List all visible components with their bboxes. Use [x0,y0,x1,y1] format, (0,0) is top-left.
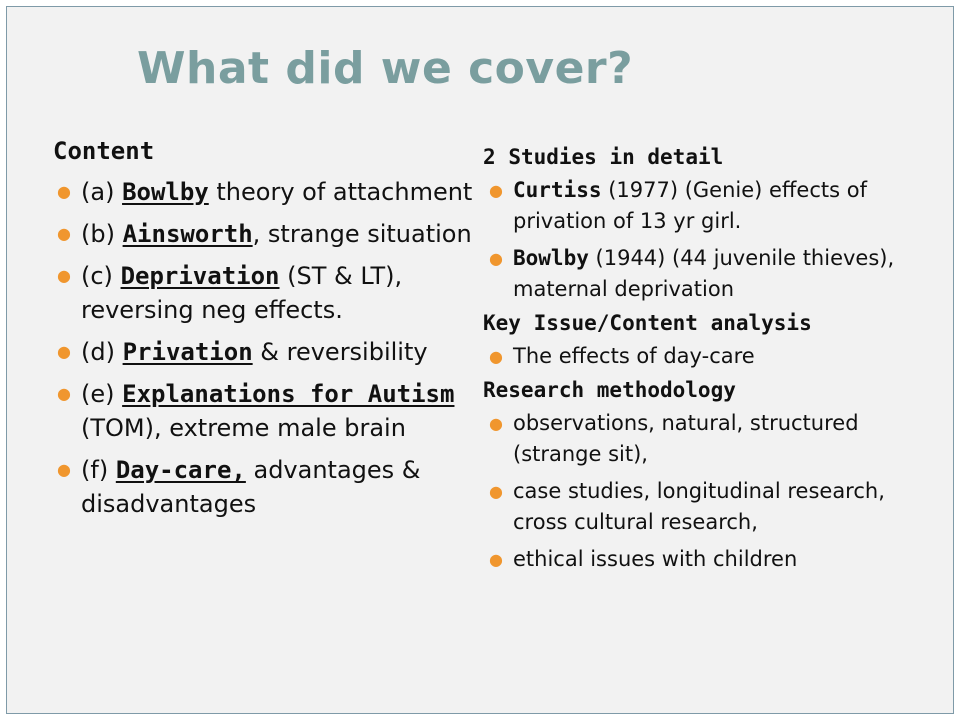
methodology-text: case studies, longitudinal research, cross cultural research, [513,479,885,534]
list-item [53,335,473,369]
list-item [53,217,473,251]
bullet-icon: ● [57,182,71,201]
studies-heading-text: Studies in detail [508,145,724,169]
list-item [53,377,473,445]
item-prefix: (e) [81,380,123,408]
methodology-list [483,408,923,575]
item-prefix: (b) [81,220,123,248]
key-issue-list [483,341,923,372]
item-rest: & reversibility [252,338,428,366]
item-rest: (TOM), extreme male brain [81,414,406,442]
studies-list [483,175,923,305]
study-key: Bowlby [513,246,589,270]
item-key: Day-care, [115,456,246,484]
list-item [483,175,923,237]
bullet-icon: ● [489,482,503,501]
bullet-icon: ● [57,266,71,285]
list-item [483,408,923,470]
item-key: Explanations for Autism [122,380,455,408]
list-item [53,259,473,327]
item-key: Ainsworth [122,220,253,248]
study-key: Curtiss [513,178,602,202]
bullet-icon: ● [489,249,503,268]
item-key: Deprivation [120,262,280,290]
item-prefix: (f) [81,456,116,484]
slide [6,6,954,714]
list-item [483,476,923,538]
methodology-text: observations, natural, structured (strange sit), [513,411,859,466]
methodology-text: ethical issues with children [513,547,798,571]
bullet-icon: ● [489,414,503,433]
bullet-icon: ● [57,460,71,479]
bullet-icon: ● [489,347,503,366]
content-column [53,137,473,529]
bullet-icon: ● [57,224,71,243]
bullet-icon: ● [489,181,503,200]
study-rest: (1977) (Genie) effects of privation of 13 yr girl. [513,178,867,233]
bullet-icon: ● [57,342,71,361]
list-item [53,175,473,209]
key-issue-text: The effects of day-care [513,344,755,368]
item-key: Bowlby [122,178,209,206]
list-item [483,544,923,575]
content-heading: Content [53,137,155,165]
bullet-icon: ● [489,550,503,569]
item-prefix: (a) [81,178,123,206]
item-prefix: (c) [81,262,121,290]
methodology-heading: Research methodology [483,378,736,402]
studies-heading [483,145,923,169]
item-rest: (ST & LT), reversing neg effects. [81,262,403,324]
item-rest: theory of attachment [208,178,473,206]
bullet-icon: ● [57,384,71,403]
studies-number: 2 [483,145,496,169]
studies-column [483,145,923,581]
list-item [53,453,473,521]
key-issue-heading: Key Issue/Content analysis [483,311,812,335]
item-rest: , strange situation [252,220,472,248]
list-item [483,341,923,372]
item-key: Privation [122,338,253,366]
study-rest: (1944) (44 juvenile thieves), maternal deprivation [513,246,895,301]
item-prefix: (d) [81,338,123,366]
list-item [483,243,923,305]
slide-title: What did we cover? [137,43,634,94]
content-list [53,175,473,521]
item-rest: advantages & disadvantages [81,456,421,518]
